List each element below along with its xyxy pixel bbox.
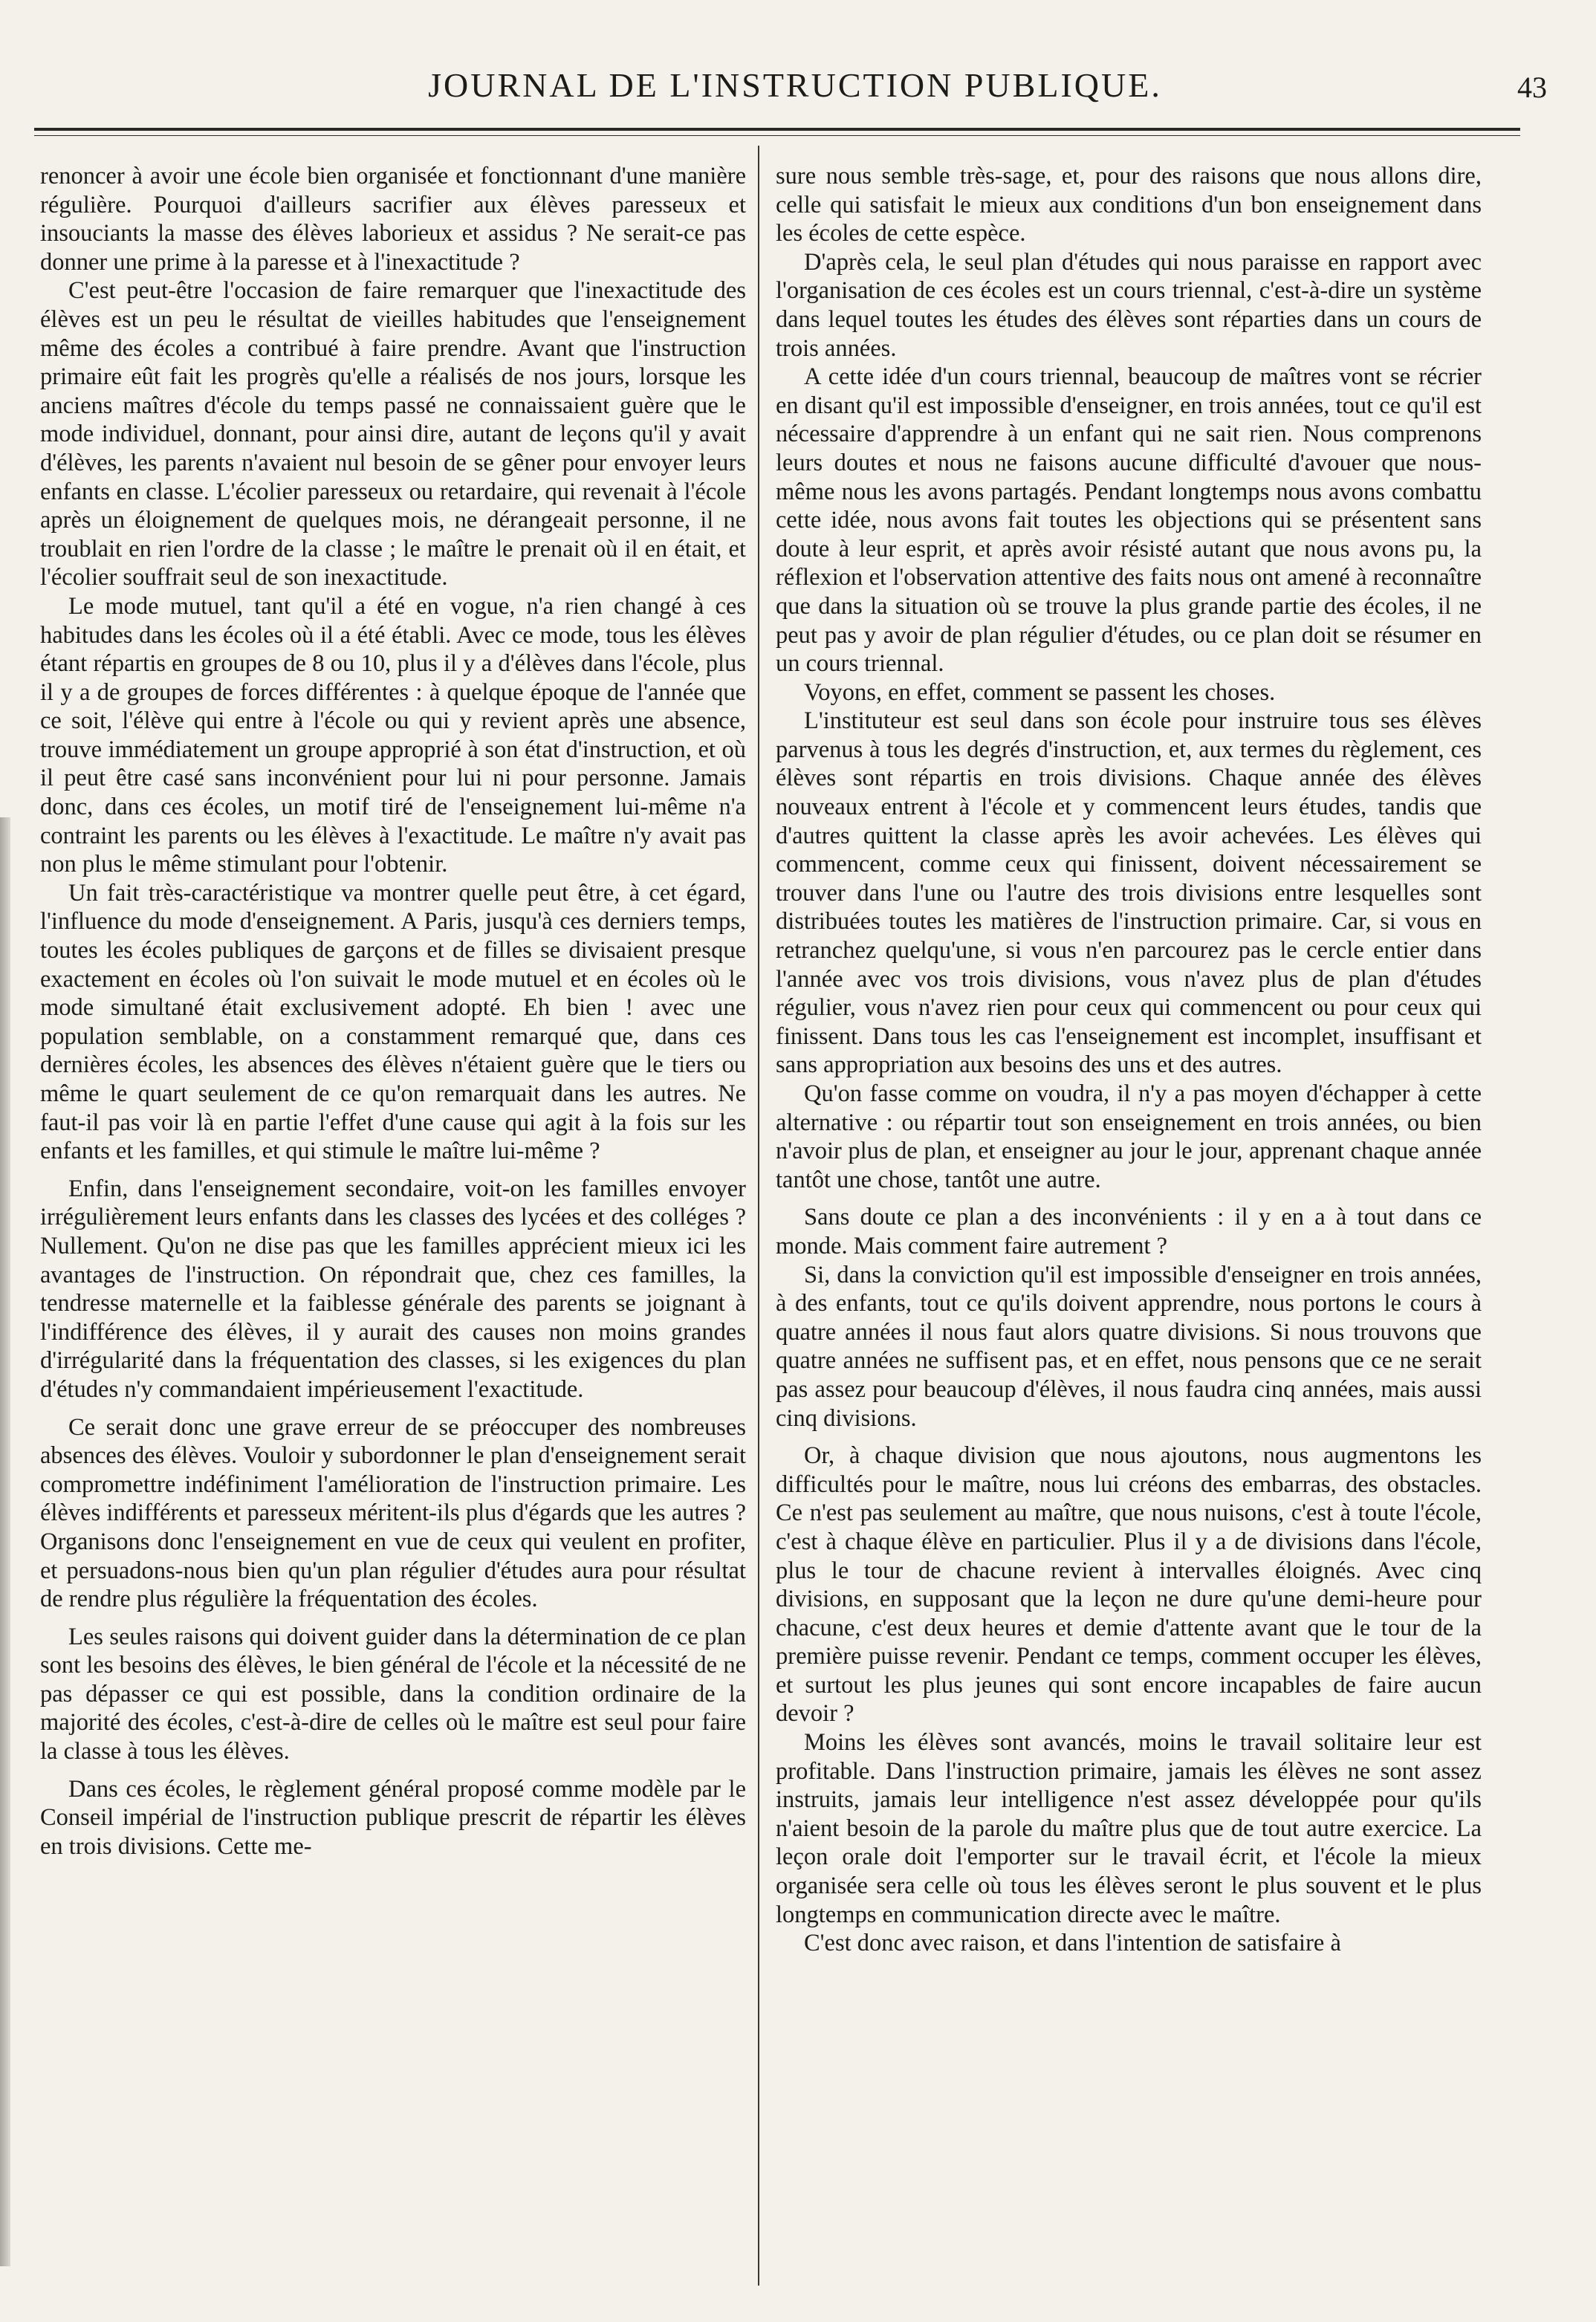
paragraph: Ce serait donc une grave erreur de se préoccuper des nombreuses absences des élèves. Vouloir y subordonner le plan d'enseignement serait compromettre indéfiniment l'amélioration de l'instruction primaire. Les élèves indifférents et paresseux méritent-ils plus d'égards que les autres ? Organisons donc l'enseignement en vue de ceux qui veulent en profiter, et persuadons-nous bien qu'un plan régulier d'études aura pour résultat de rendre plus régulière la fréquentation des écoles. xyxy=(40,1413,746,1613)
paragraph: Or, à chaque division que nous ajoutons, nous augmentons les difficultés pour le maître, nous lui créons des embarras, des obstacles. Ce n'est pas seulement au maître, que nous nuisons, c'est à toute l'école, c'est à chaque élève en particulier. Plus il y a de divisions dans l'école, plus le tour de chacune revient à intervalles éloignés. Avec cinq divisions, en supposant que la leçon ne dure qu'une demi-heure pour chacune, c'est deux heures et demie d'attente avant que le tour de la première puisse revenir. Pendant ce temps, comment occuper les élèves, et surtout les plus jeunes qui sont encore incapables de faire aucun devoir ? xyxy=(776,1442,1482,1728)
paragraph: renoncer à avoir une école bien organisée et fonctionnant d'une manière régulière. Pourquoi d'ailleurs sacrifier aux élèves paresseux et insouciants la masse des élèves laborieux et assidus ? Ne serait-ce pas donner une prime à la paresse et à l'inexactitude ? xyxy=(40,163,746,276)
paragraph: Qu'on fasse comme on voudra, il n'y a pas moyen d'échapper à cette alternative : ou répartir tout son enseignement en trois années, ou bien n'avoir plus de plan, et enseigner au jour le jour, apprenant chaque année tantôt une chose, tantôt une autre. xyxy=(776,1080,1482,1193)
column-divider xyxy=(758,146,759,2286)
right-column xyxy=(776,162,1482,2280)
paragraph: Les seules raisons qui doivent guider dans la détermination de ce plan sont les besoins des élèves, le bien général de l'école et la nécessité de ne pas dépasser ce qui est possible, dans la condition ordinaire de la majorité des écoles, c'est-à-dire de celles où le maître est seul pour faire la classe à tous les élèves. xyxy=(40,1623,746,1765)
left-column xyxy=(40,162,746,2280)
journal-title: JOURNAL DE L'INSTRUCTION PUBLIQUE. xyxy=(428,66,1162,104)
paragraph: Si, dans la conviction qu'il est impossible d'enseigner en trois années, à des enfants, tout ce qu'ils doivent apprendre, nous portons le cours à quatre années il nous faut alors quatre divisions. Si nous trouvons que quatre années ne suffisent pas, et en effet, nous pensons que ce ne serait pas assez pour beaucoup d'élèves, il nous faudra cinq années, mais aussi cinq divisions. xyxy=(776,1261,1482,1432)
binding-shadow xyxy=(0,817,10,2266)
paragraph: D'après cela, le seul plan d'études qui nous paraisse en rapport avec l'organisation de ces écoles est un cours triennal, c'est-à-dire un système dans lequel toutes les études des élèves sont réparties dans un cours de trois années. xyxy=(776,248,1482,362)
paragraph: A cette idée d'un cours triennal, beaucoup de maîtres vont se récrier en disant qu'il est impossible d'enseigner, en trois années, tout ce qu'il est nécessaire d'apprendre à un enfant qui ne sait rien. Nous comprenons leurs doutes et nous ne faisons aucune difficulté d'avouer que nous-même nous les avons partagés. Pendant longtemps nous avons combattu cette idée, nous avons fait toutes les objections qui se présentent sans doute à leur esprit, et après avoir résisté autant que nous avons pu, la réflexion et l'observation attentive des faits nous ont amené à reconnaître que dans la situation où se trouve la plus grande partie des écoles, il ne peut pas y avoir de plan régulier d'études, ou ce plan doit se résumer en un cours triennal. xyxy=(776,363,1482,678)
paragraph: C'est peut-être l'occasion de faire remarquer que l'inexactitude des élèves est un peu le résultat de vieilles habitudes que l'enseignement même des écoles a contribué à faire prendre. Avant que l'instruction primaire eût fait les progrès qu'elle a réalisés de nos jours, lorsque les anciens maîtres d'école du temps passé ne connaissaient guère que le mode individuel, donnant, pour ainsi dire, autant de leçons qu'il y avait d'élèves, les parents n'avaient nul besoin de se gêner pour envoyer leurs enfants en classe. L'écolier paresseux ou retardaire, qui revenait à l'école après un éloignement de quelques mois, ne dérangeait personne, il ne troublait en rien l'ordre de la classe ; le maître le prenait où il en était, et l'écolier souffrait seul de son inexactitude. xyxy=(40,277,746,591)
paragraph: L'instituteur est seul dans son école pour instruire tous ses élèves parvenus à tous les degrés d'instruction, et, aux termes du règlement, ces élèves sont répartis en trois divisions. Chaque année des élèves nouveaux entrent à l'école et y commencent leurs études, tandis que d'autres quittent la classe après les avoir achevées. Les élèves qui commencent, comme ceux qui finissent, doivent nécessairement se trouver dans l'une ou l'autre des trois divisions entre lesquelles sont distribuées toutes les matières de l'instruction primaire. Car, si vous en retranchez quelqu'une, si vous n'en parcourez pas le cercle entier dans l'année avec vos trois divisions, vous n'avez plus de plan d'études régulier, vous n'avez rien pour ceux qui commencent ou pour ceux qui finissent. Dans tous les cas l'enseignement est incomplet, insuffisant et sans appropriation aux besoins des uns et des autres. xyxy=(776,707,1482,1079)
paragraph: Le mode mutuel, tant qu'il a été en vogue, n'a rien changé à ces habitudes dans les écoles où il a été établi. Avec ce mode, tous les élèves étant répartis en groupes de 8 ou 10, plus il y a d'élèves dans l'école, plus il y a de groupes de forces différentes : à quelque époque de l'année que ce soit, l'élève qui entre à l'école ou qui y revient après une absence, trouve immédiatement un groupe approprié à son état d'instruction, et où il peut être casé sans inconvénient pour lui ni pour personne. Jamais donc, dans ces écoles, un motif tiré de l'enseignement lui-même n'a contraint les parents ou les élèves à l'exactitude. Le maître n'y avait pas non plus le même stimulant pour l'obtenir. xyxy=(40,592,746,878)
paragraph: C'est donc avec raison, et dans l'intention de satisfaire à xyxy=(804,1930,1341,1957)
header-rule xyxy=(34,128,1520,131)
page-header xyxy=(30,61,1560,113)
paragraph: Voyons, en effet, comment se passent les choses. xyxy=(804,678,1276,706)
paragraph: sure nous semble très-sage, et, pour des raisons que nous allons dire, celle qui satisfait le mieux aux conditions d'un bon enseignement dans les écoles de cette espèce. xyxy=(776,163,1482,247)
paragraph: Dans ces écoles, le règlement général proposé comme modèle par le Conseil impérial de l'instruction publique prescrit de répartir les élèves en trois divisions. Cette me- xyxy=(40,1775,746,1860)
paragraph: Enfin, dans l'enseignement secondaire, voit-on les familles envoyer irrégulièrement leurs enfants dans les classes des lycées et des colléges ? Nullement. Qu'on ne dise pas que les familles apprécient mieux ici les avantages de l'instruction. On répondrait que, chez ces familles, la tendresse maternelle et la faiblesse générale des parents se joignant à l'indifférence des élèves, il y aurait des causes non moins grandes d'irrégularité dans la fréquentation des classes, si les exigences du plan d'études n'y commandaient impérieusement l'exactitude. xyxy=(40,1175,746,1403)
page-number: 43 xyxy=(1517,71,1547,104)
header-rule-thin xyxy=(34,135,1520,136)
paragraph: Un fait très-caractéristique va montrer quelle peut être, à cet égard, l'influence du mode d'enseignement. A Paris, jusqu'à ces derniers temps, toutes les écoles publiques de garçons et de filles se divisaient presque exactement en écoles où l'on suivait le mode mutuel et en écoles où le mode simultané était exclusivement adopté. Eh bien ! avec une population semblable, on a constamment remarqué que, dans ces dernières écoles, les absences des élèves n'étaient guère que le tiers ou même le quart seulement de ce qu'on remarquait dans les autres. Ne faut-il pas voir là en partie l'effet d'une cause qui agit à la fois sur les enfants et les familles, et qui stimule le maître lui-même ? xyxy=(40,879,746,1165)
paragraph: Moins les élèves sont avancés, moins le travail solitaire leur est profitable. Dans l'instruction primaire, jamais les élèves ne sont assez instruits, jamais leur intelligence n'est assez développée pour qu'ils n'aient besoin de la parole du maître plus que de tout autre exercice. La leçon orale doit l'emporter sur le travail écrit, et l'école la mieux organisée sera celle où tous les élèves seront le plus souvent et le plus longtemps en communication directe avec le maître. xyxy=(776,1729,1482,1928)
paragraph: Sans doute ce plan a des inconvénients : il y en a à tout dans ce monde. Mais comment faire autrement ? xyxy=(776,1204,1482,1259)
